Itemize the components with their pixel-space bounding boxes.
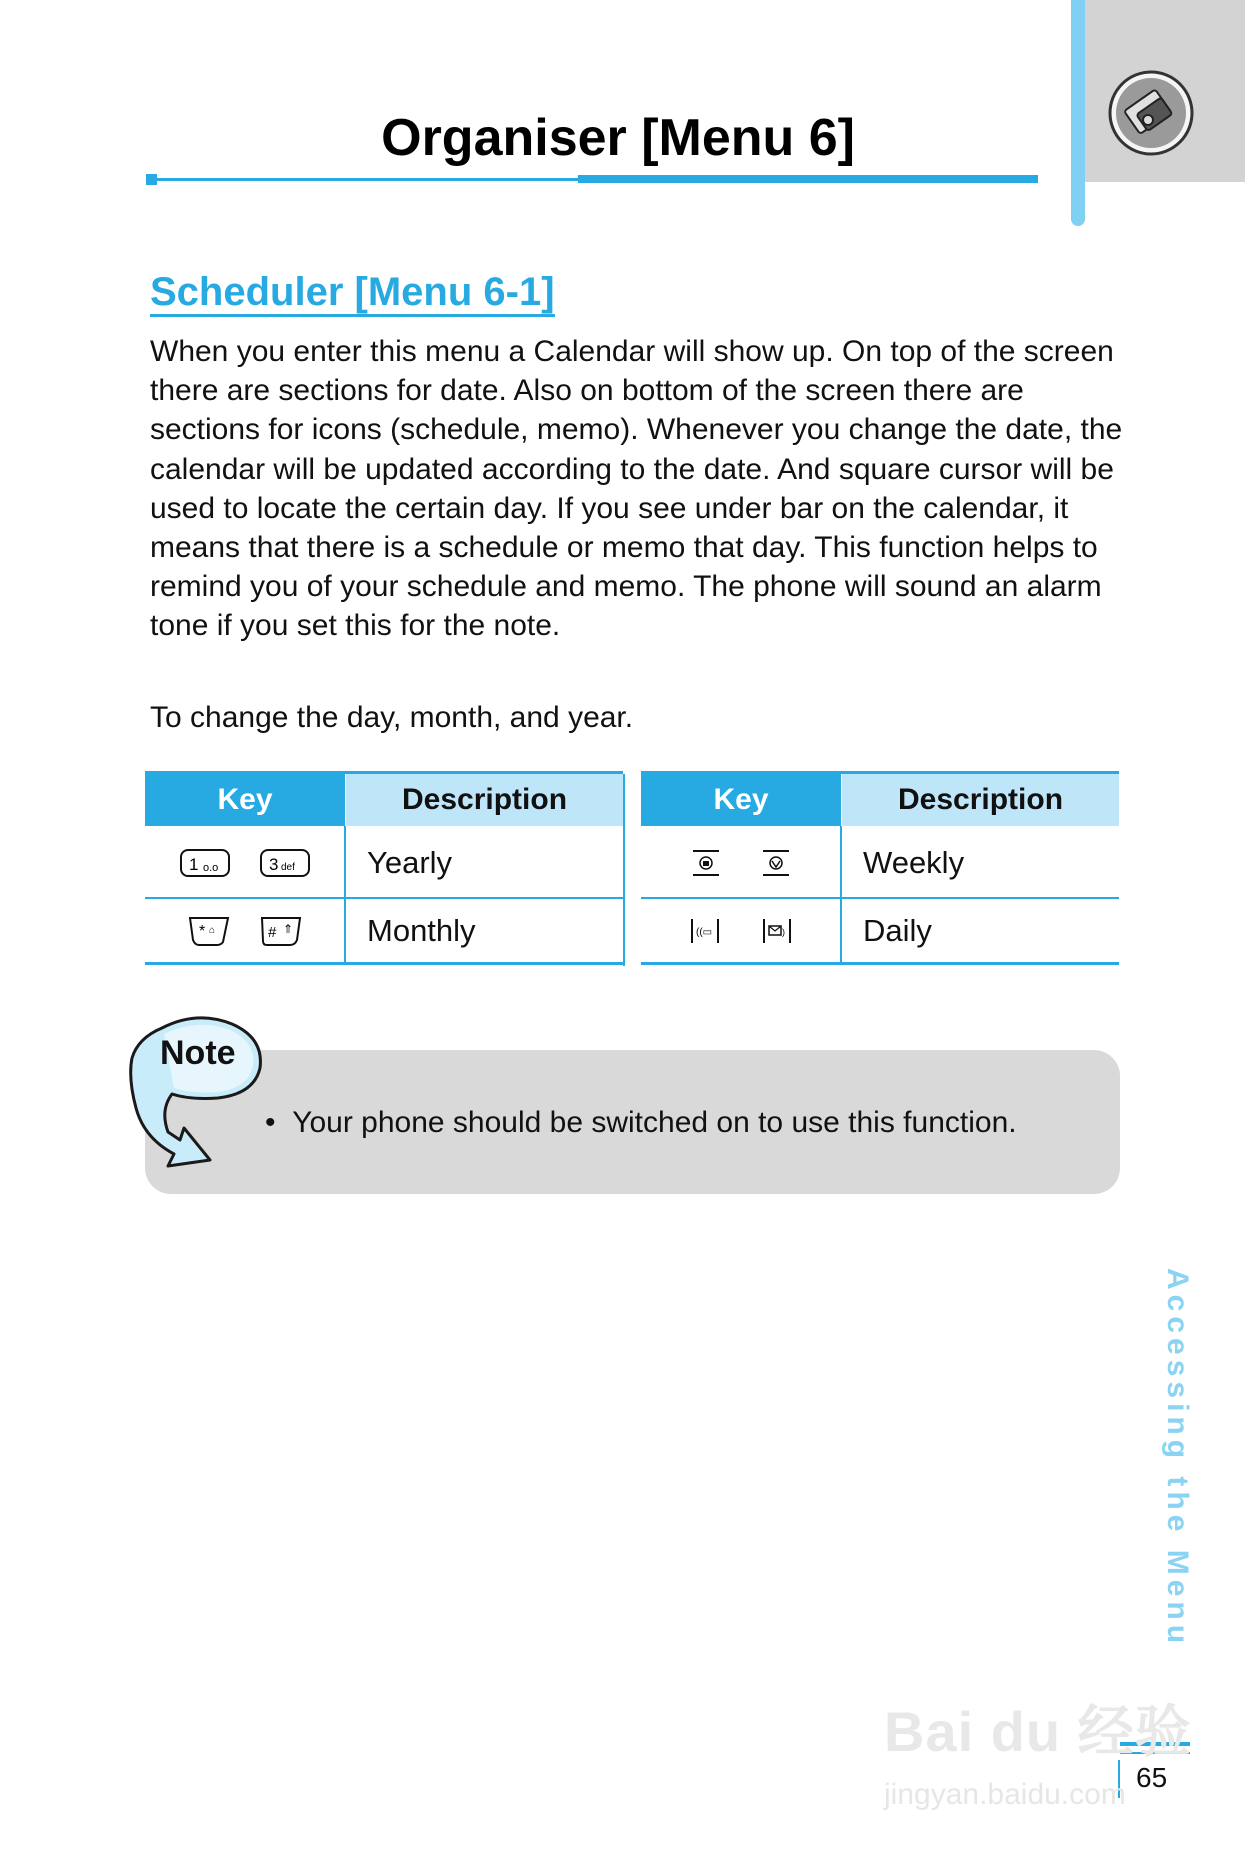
page-title: Organiser [Menu 6] xyxy=(381,109,855,167)
description-column-header: Description xyxy=(842,774,1119,826)
table-row-keys xyxy=(641,897,841,965)
svg-text:3: 3 xyxy=(269,855,279,874)
side-tab-label: Accessing the Menu xyxy=(1161,1268,1194,1649)
nav-down-icon xyxy=(761,847,791,879)
key-table-left xyxy=(145,774,623,966)
star-key-icon xyxy=(187,914,231,948)
key-column-header: Key xyxy=(145,774,345,826)
intro-paragraph: When you enter this menu a Calendar will show up. On top of the screen there are sections for date. Also on bottom of the screen there are sections for icons (schedule, memo). Whenever you change the date, the calendar will be updated according to the date. And square cursor will be used to locate the certain day. If you see under bar on the calendar, it means that there is a schedule or memo that day. This function helps to remind you of your schedule and memo. The phone will sound an alarm tone if you set this for the note. xyxy=(150,335,1123,643)
header-rule-accent xyxy=(578,175,1038,183)
table-row-keys xyxy=(145,897,345,965)
svg-text:⌂: ⌂ xyxy=(209,925,216,936)
organiser-icon xyxy=(1106,68,1196,158)
table-row-keys xyxy=(641,829,841,897)
header-rule xyxy=(150,178,580,181)
note-bullet: • xyxy=(265,1106,276,1139)
header-side-bar xyxy=(1071,0,1085,226)
watermark-logo: Bai du 经验 xyxy=(884,1700,1192,1763)
svg-text:): ) xyxy=(782,927,785,937)
nav-right-icon xyxy=(761,916,793,946)
svg-text:((▭: ((▭ xyxy=(696,927,713,938)
section-title: Scheduler [Menu 6-1] xyxy=(150,270,555,317)
svg-text:1: 1 xyxy=(189,855,199,874)
svg-text:#: # xyxy=(268,924,277,941)
key-column-header: Key xyxy=(641,774,841,826)
watermark-url: jingyan.baidu.com xyxy=(884,1778,1126,1811)
note-label: Note xyxy=(160,1034,236,1072)
nav-left-icon xyxy=(689,916,721,946)
svg-text:o.o: o.o xyxy=(203,862,219,874)
table-row-keys xyxy=(145,829,345,897)
table-row-description: Monthly xyxy=(367,913,476,948)
table-rule xyxy=(145,962,623,965)
description-column-header: Description xyxy=(346,774,623,826)
table-row-description: Yearly xyxy=(367,845,453,880)
svg-text:def: def xyxy=(281,862,295,873)
table-row-description: Daily xyxy=(863,913,932,948)
instruction-paragraph: To change the day, month, and year. xyxy=(150,701,634,734)
svg-text:⇑: ⇑ xyxy=(283,922,294,936)
table-rule xyxy=(641,962,1119,965)
nav-up-icon xyxy=(691,847,721,879)
note-message: Your phone should be switched on to use this function. xyxy=(292,1106,1017,1139)
note-text xyxy=(265,1106,1017,1140)
key-table-right xyxy=(641,774,1119,966)
page-number: 65 xyxy=(1136,1762,1168,1793)
table-row-description: Weekly xyxy=(863,845,965,880)
table-split-divider xyxy=(623,774,625,966)
3-key-icon xyxy=(259,847,311,879)
hash-key-icon xyxy=(259,914,303,948)
svg-text:*: * xyxy=(199,923,206,940)
1-key-icon xyxy=(179,847,231,879)
